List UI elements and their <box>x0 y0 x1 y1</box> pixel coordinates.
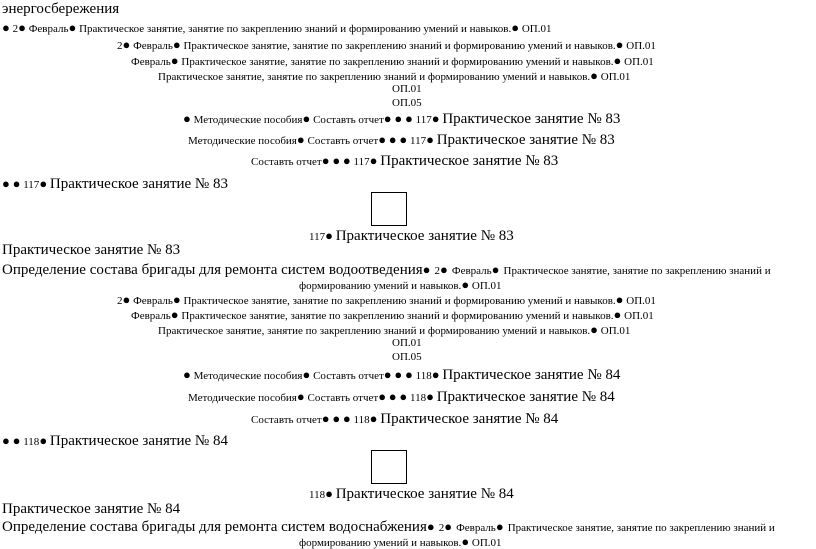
bullet-icon: ● <box>613 53 622 68</box>
resources: Методические пособия <box>188 392 297 404</box>
lesson-number: 2 <box>434 265 441 277</box>
section-heading-row <box>2 519 775 535</box>
lesson-title: Практическое занятие № 84 <box>335 486 514 502</box>
section-heading-row <box>2 262 771 278</box>
discipline-code: ОП.05 <box>392 351 422 363</box>
lesson-number: 118 <box>410 392 427 404</box>
bullet-icon: ● <box>440 262 448 277</box>
month: Февраль <box>133 295 173 307</box>
bullet-icon: ● <box>325 228 333 243</box>
homework: Составть отчет <box>313 370 384 382</box>
bullet-icon: ● <box>394 367 403 382</box>
schedule-row <box>309 229 514 244</box>
checkbox-frame <box>371 192 407 226</box>
lesson-number: 117 <box>353 156 370 168</box>
bullet-icon: ● <box>511 20 520 35</box>
bullet-icon: ● <box>399 132 408 147</box>
lesson-title: Практическое занятие № 84 <box>442 367 621 383</box>
bullet-icon: ● <box>2 20 10 35</box>
discipline-code: ОП.01 <box>521 23 552 35</box>
homework: Составть отчет <box>251 414 322 426</box>
lesson-title: Практическое занятие № 83 <box>442 111 621 127</box>
month: Февраль <box>456 522 496 534</box>
bullet-icon: ● <box>12 433 21 448</box>
resources: Методические пособия <box>193 370 303 382</box>
bullet-icon: ● <box>399 389 408 404</box>
month: Февраль <box>28 23 69 35</box>
bullet-icon: ● <box>394 111 403 126</box>
bullet-icon: ● <box>378 389 387 404</box>
lesson-type: Практическое занятие, занятие по закреплению знаний и формированию умений и навыков. <box>183 295 616 307</box>
lesson-type: Практическое занятие, занятие по закреплению знаний и формированию умений и навыков. <box>181 310 614 322</box>
section-heading: Определение состава бригады для ремонта систем водоотведения <box>2 262 423 278</box>
bullet-icon: ● <box>302 367 311 382</box>
bullet-icon: ● <box>172 37 181 52</box>
discipline-code: ОП.01 <box>471 280 502 292</box>
homework: Составть отчет <box>307 392 379 404</box>
bullet-icon: ● <box>378 132 387 147</box>
discipline-code: ОП.01 <box>624 56 654 68</box>
lesson-title: Практическое занятие № 84 <box>436 389 615 405</box>
resources: Методические пособия <box>193 114 303 126</box>
lesson-title: Практическое занятие № 83 <box>2 242 181 258</box>
schedule-row <box>188 133 615 148</box>
discipline-code: ОП.01 <box>626 40 656 52</box>
bullet-icon: ● <box>183 111 191 126</box>
bullet-icon: ● <box>590 322 599 337</box>
lesson-type: Практическое занятие, занятие по закреплению знаний и формированию умений и навыков. <box>158 325 591 337</box>
lesson-title: Практическое занятие № 83 <box>380 153 559 169</box>
discipline-code: ОП.01 <box>392 83 422 95</box>
schedule-row <box>251 412 558 427</box>
lesson-number: 2 <box>438 522 445 534</box>
month: Февраль <box>451 265 492 277</box>
bullet-icon: ● <box>122 37 131 52</box>
schedule-row <box>299 278 502 292</box>
resources: Методические пособия <box>188 135 297 147</box>
bullet-icon: ● <box>613 307 622 322</box>
bullet-icon: ● <box>461 277 470 292</box>
bullet-icon: ● <box>68 20 77 35</box>
schedule-row <box>158 323 630 337</box>
lesson-number: 117 <box>309 231 326 243</box>
bullet-icon: ● <box>321 153 330 168</box>
schedule-row <box>309 487 514 502</box>
discipline-code: ОП.01 <box>600 325 631 337</box>
lesson-number: 117 <box>23 179 40 191</box>
lesson-title: Практическое занятие № 84 <box>2 501 181 517</box>
bullet-icon: ● <box>122 292 131 307</box>
checkbox-frame <box>371 450 407 484</box>
bullet-icon: ● <box>422 262 431 277</box>
lesson-number: 2 <box>117 295 123 307</box>
schedule-row <box>183 368 620 383</box>
discipline-code: ОП.05 <box>392 97 422 109</box>
bullet-icon: ● <box>2 176 10 191</box>
lesson-number: 2 <box>12 23 19 35</box>
month: Февраль <box>131 56 171 68</box>
lesson-number: 118 <box>415 370 432 382</box>
lesson-type: Практическое занятие, занятие по закреплению знаний и <box>507 522 775 534</box>
lesson-type: формированию умений и навыков. <box>299 280 462 292</box>
bullet-icon: ● <box>495 519 504 534</box>
bullet-icon: ● <box>590 68 599 83</box>
bullet-icon: ● <box>369 153 378 168</box>
lesson-type: Практическое занятие, занятие по закреплению знаний и формированию умений и навыков. <box>183 40 616 52</box>
bullet-icon: ● <box>431 367 440 382</box>
month: Февраль <box>133 40 173 52</box>
bullet-icon: ● <box>615 292 624 307</box>
discipline-code: ОП.01 <box>600 71 631 83</box>
lesson-type: Практическое занятие, занятие по закреплению знаний и формированию умений и навыков. <box>79 23 512 35</box>
lesson-title: Практическое занятие № 84 <box>49 433 228 449</box>
lesson-number: 118 <box>23 436 40 448</box>
bullet-icon: ● <box>172 292 181 307</box>
bullet-icon: ● <box>39 176 48 191</box>
homework: Составть отчет <box>307 135 379 147</box>
lesson-number: 118 <box>353 414 370 426</box>
bullet-icon: ● <box>18 20 26 35</box>
lesson-title: Практическое занятие № 83 <box>436 132 615 148</box>
lesson-number: 2 <box>117 40 123 52</box>
lesson-title: Практическое занятие № 83 <box>335 228 514 244</box>
bullet-icon: ● <box>383 367 392 382</box>
bullet-icon: ● <box>461 534 470 549</box>
lesson-type: Практическое занятие, занятие по закреплению знаний и <box>503 265 771 277</box>
schedule-row <box>117 293 656 307</box>
bullet-icon: ● <box>183 367 191 382</box>
bullet-icon: ● <box>321 411 330 426</box>
bullet-icon: ● <box>426 389 434 404</box>
homework: Составть отчет <box>313 114 384 126</box>
bullet-icon: ● <box>444 519 453 534</box>
schedule-row <box>188 390 615 405</box>
heading-tail: энергосбережения <box>2 1 120 17</box>
bullet-icon: ● <box>405 111 413 126</box>
schedule-row <box>2 177 228 192</box>
schedule-row <box>158 69 630 83</box>
schedule-row <box>299 535 502 549</box>
bullet-icon: ● <box>12 176 21 191</box>
schedule-row <box>251 154 558 169</box>
lesson-number: 118 <box>309 489 326 501</box>
schedule-row <box>2 434 228 449</box>
section-heading: Определение состава бригады для ремонта систем водоснабжения <box>2 519 427 535</box>
lesson-number: 117 <box>415 114 432 126</box>
bullet-icon: ● <box>369 411 378 426</box>
lesson-type: Практическое занятие, занятие по закреплению знаний и формированию умений и навыков. <box>181 56 614 68</box>
discipline-code: ОП.01 <box>624 310 654 322</box>
lesson-type: формированию умений и навыков. <box>299 537 462 549</box>
bullet-icon: ● <box>325 486 333 501</box>
lesson-number: 117 <box>410 135 427 147</box>
bullet-icon: ● <box>491 262 500 277</box>
bullet-icon: ● <box>405 367 413 382</box>
schedule-row <box>131 308 654 322</box>
discipline-code: ОП.01 <box>626 295 656 307</box>
bullet-icon: ● <box>332 411 341 426</box>
bullet-icon: ● <box>296 389 305 404</box>
schedule-row <box>117 38 656 52</box>
schedule-row <box>183 112 620 127</box>
bullet-icon: ● <box>431 111 440 126</box>
bullet-icon: ● <box>342 411 351 426</box>
bullet-icon: ● <box>170 307 179 322</box>
discipline-code: ОП.01 <box>392 337 422 349</box>
schedule-row <box>2 21 552 35</box>
bullet-icon: ● <box>388 132 397 147</box>
lesson-title: Практическое занятие № 83 <box>49 176 228 192</box>
bullet-icon: ● <box>426 132 434 147</box>
bullet-icon: ● <box>615 37 624 52</box>
bullet-icon: ● <box>2 433 10 448</box>
month: Февраль <box>131 310 171 322</box>
bullet-icon: ● <box>39 433 48 448</box>
bullet-icon: ● <box>383 111 392 126</box>
lesson-type: Практическое занятие, занятие по закреплению знаний и формированию умений и навыков. <box>158 71 591 83</box>
bullet-icon: ● <box>296 132 305 147</box>
bullet-icon: ● <box>426 519 435 534</box>
bullet-icon: ● <box>342 153 351 168</box>
homework: Составть отчет <box>251 156 322 168</box>
bullet-icon: ● <box>170 53 179 68</box>
bullet-icon: ● <box>332 153 341 168</box>
lesson-title: Практическое занятие № 84 <box>380 411 559 427</box>
bullet-icon: ● <box>388 389 397 404</box>
discipline-code: ОП.01 <box>471 537 502 549</box>
bullet-icon: ● <box>302 111 311 126</box>
schedule-row <box>131 54 654 68</box>
